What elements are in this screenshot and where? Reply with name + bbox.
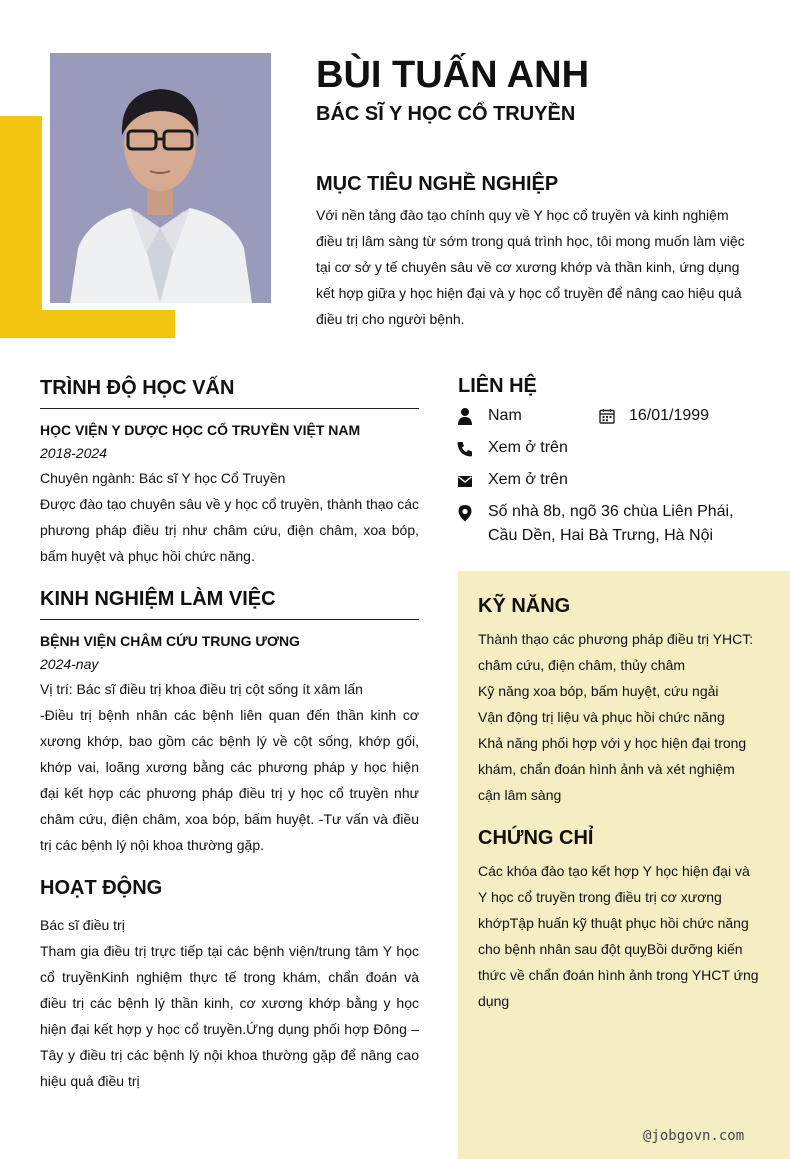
skill-item: Khả năng phối hợp với y học hiện đại trong khám, chẩn đoán hình ảnh và xét nghiệm cận lâm sàng xyxy=(478,735,747,803)
experience-description: -Điều trị bệnh nhân các bệnh liên quan đến thần kinh cơ xương khớp, bao gồm các bệnh lý về cột sống, khớp gối, khớp vai, loãng xương bằng các phương pháp y học hiện đại kết hợp các phương pháp điều trị y học cổ truyền như châm cứu, điện châm, xoa bóp, bấm huyệt. -Tư vấn và điều trị các bệnh lý nội khoa thường gặp. xyxy=(40,707,419,853)
objective-title: MỤC TIÊU NGHỀ NGHIỆP xyxy=(316,173,559,195)
profile-photo-illustration xyxy=(50,53,271,303)
accent-bar-horizontal xyxy=(0,310,175,338)
location-icon xyxy=(456,504,474,522)
contact-address-line2: Cầu Dền, Hai Bà Trưng, Hà Nội xyxy=(488,527,714,544)
education-description: Được đào tạo chuyên sâu về y học cổ truyền, thành thạo các phương pháp điều trị như châm cứu, điện châm, xoa bóp, bấm huyệt và phục hồi chức năng. xyxy=(40,496,419,564)
person-icon xyxy=(456,407,474,425)
skills-title: KỸ NĂNG xyxy=(478,595,571,617)
contact-address-line1: Số nhà 8b, ngõ 36 chùa Liên Phái, xyxy=(488,503,734,520)
education-period: 2018-2024 xyxy=(40,445,107,461)
skill-item: Vận động trị liệu và phục hồi chức năng xyxy=(478,709,725,725)
certificates-text: Các khóa đào tạo kết hợp Y học hiện đại và Y học cổ truyền trong điều trị cơ xương khớpTập huấn kỹ thuật phục hồi chức năng cho bệnh nhân sau đột quỵBồi dưỡng kiến thức về chẩn đoán hình ảnh trong YHCT ứng dụng xyxy=(478,863,759,1009)
profile-photo xyxy=(50,53,271,303)
activities-role: Bác sĩ điều trị xyxy=(40,917,125,933)
accent-bar-vertical xyxy=(0,116,42,338)
experience-period: 2024-nay xyxy=(40,656,99,672)
certificates-title: CHỨNG CHỈ xyxy=(478,827,594,849)
activities-description: Tham gia điều trị trực tiếp tại các bệnh viện/trung tâm Y học cổ truyềnKinh nghiệm thực tế trong khám, chẩn đoán và điều trị các bệnh lý thần kinh, cơ xương khớp bằng y học hiện đại kết hợp y học cổ truyền.Ứng dụng phối hợp Đông – Tây y điều trị các bệnh lý nội khoa thường gặp để nâng cao hiệu quả điều trị xyxy=(40,943,419,1089)
contact-row-gender xyxy=(456,404,756,428)
activities-title: HOẠT ĐỘNG xyxy=(40,877,163,899)
education-divider xyxy=(40,408,419,409)
contact-email: Xem ở trên xyxy=(488,471,568,488)
phone-icon xyxy=(456,440,474,458)
experience-title: KINH NGHIỆM LÀM VIỆC xyxy=(40,588,276,610)
education-title: TRÌNH ĐỘ HỌC VẤN xyxy=(40,377,235,399)
mail-icon xyxy=(456,472,474,490)
contact-row-address xyxy=(456,500,756,548)
experience-company: BỆNH VIỆN CHÂM CỨU TRUNG ƯƠNG xyxy=(40,633,300,649)
objective-text: Với nền tảng đào tạo chính quy về Y học cổ truyền và kinh nghiệm điều trị lâm sàng từ sớm trong quá trình học, tôi mong muốn làm việc tại cơ sở y tế chuyên sâu về cơ xương khớp và thần kinh, ứng dụng kết hợp giữa y học hiện đại và y học cổ truyền để nâng cao hiệu quả điều trị cho người bệnh. xyxy=(316,207,745,327)
experience-position: Vị trí: Bác sĩ điều trị khoa điều trị cột sống ít xâm lấn xyxy=(40,681,363,697)
calendar-icon xyxy=(599,408,615,424)
watermark: @jobgovn.com xyxy=(643,1128,745,1144)
education-major: Chuyên ngành: Bác sĩ Y học Cổ Truyền xyxy=(40,470,286,486)
job-title: BÁC SĨ Y HỌC CỔ TRUYỀN xyxy=(316,103,576,125)
skill-item: Kỹ năng xoa bóp, bấm huyệt, cứu ngải xyxy=(478,683,719,699)
contact-phone: Xem ở trên xyxy=(488,439,568,456)
contact-row-email xyxy=(456,468,756,492)
person-name: BÙI TUẤN ANH xyxy=(316,54,590,96)
education-school: HỌC VIỆN Y DƯỢC HỌC CỔ TRUYỀN VIỆT NAM xyxy=(40,422,361,438)
contact-row-phone xyxy=(456,436,756,460)
contact-gender: Nam xyxy=(488,407,522,424)
experience-divider xyxy=(40,619,419,620)
contact-title: LIÊN HỆ xyxy=(458,375,537,397)
skill-item: Thành thạo các phương pháp điều trị YHCT: châm cứu, điện châm, thủy châm xyxy=(478,631,754,673)
contact-birthday: 16/01/1999 xyxy=(629,407,710,424)
skills-list xyxy=(478,626,760,808)
